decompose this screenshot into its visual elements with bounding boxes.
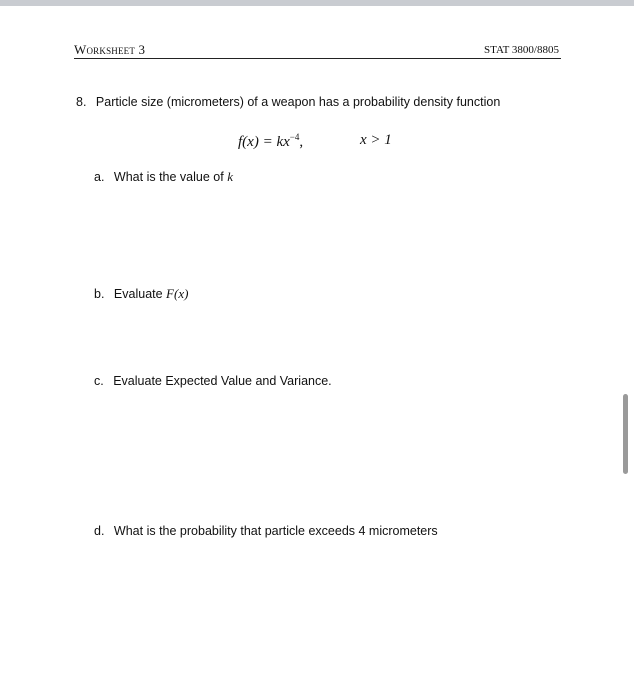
question-8	[76, 95, 500, 109]
page-header	[74, 42, 561, 59]
part-text: What is the value of	[113, 170, 228, 184]
part-math: k	[227, 169, 233, 184]
condition-text: x > 1	[360, 132, 392, 148]
part-b	[94, 286, 188, 302]
formula-lhs: f(x) = kx	[238, 134, 290, 150]
part-a	[94, 169, 233, 185]
part-math: F(x)	[166, 286, 189, 301]
formula-condition	[360, 132, 392, 149]
scrollbar-thumb[interactable]	[623, 394, 628, 474]
part-text: What is the probability that particle exceeds 4 micrometers	[113, 524, 438, 538]
part-label: c.	[94, 374, 104, 388]
part-c	[94, 374, 332, 388]
part-text: Evaluate Expected Value and Variance.	[113, 374, 332, 388]
part-label: b.	[94, 287, 105, 301]
part-text: Evaluate	[113, 287, 167, 301]
course-code: STAT 3800/8805	[483, 44, 559, 56]
pdf-formula	[238, 132, 303, 151]
question-text: Particle size (micrometers) of a weapon has a probability density function	[95, 95, 501, 109]
part-label: d.	[94, 524, 105, 538]
question-number: 8.	[76, 95, 87, 109]
formula-comma: ,	[299, 134, 304, 150]
worksheet-title: Worksheet 3	[74, 42, 146, 57]
part-label: a.	[94, 170, 105, 184]
formula-exponent: −4	[289, 132, 300, 142]
part-d	[94, 524, 438, 538]
top-bar	[0, 0, 634, 6]
